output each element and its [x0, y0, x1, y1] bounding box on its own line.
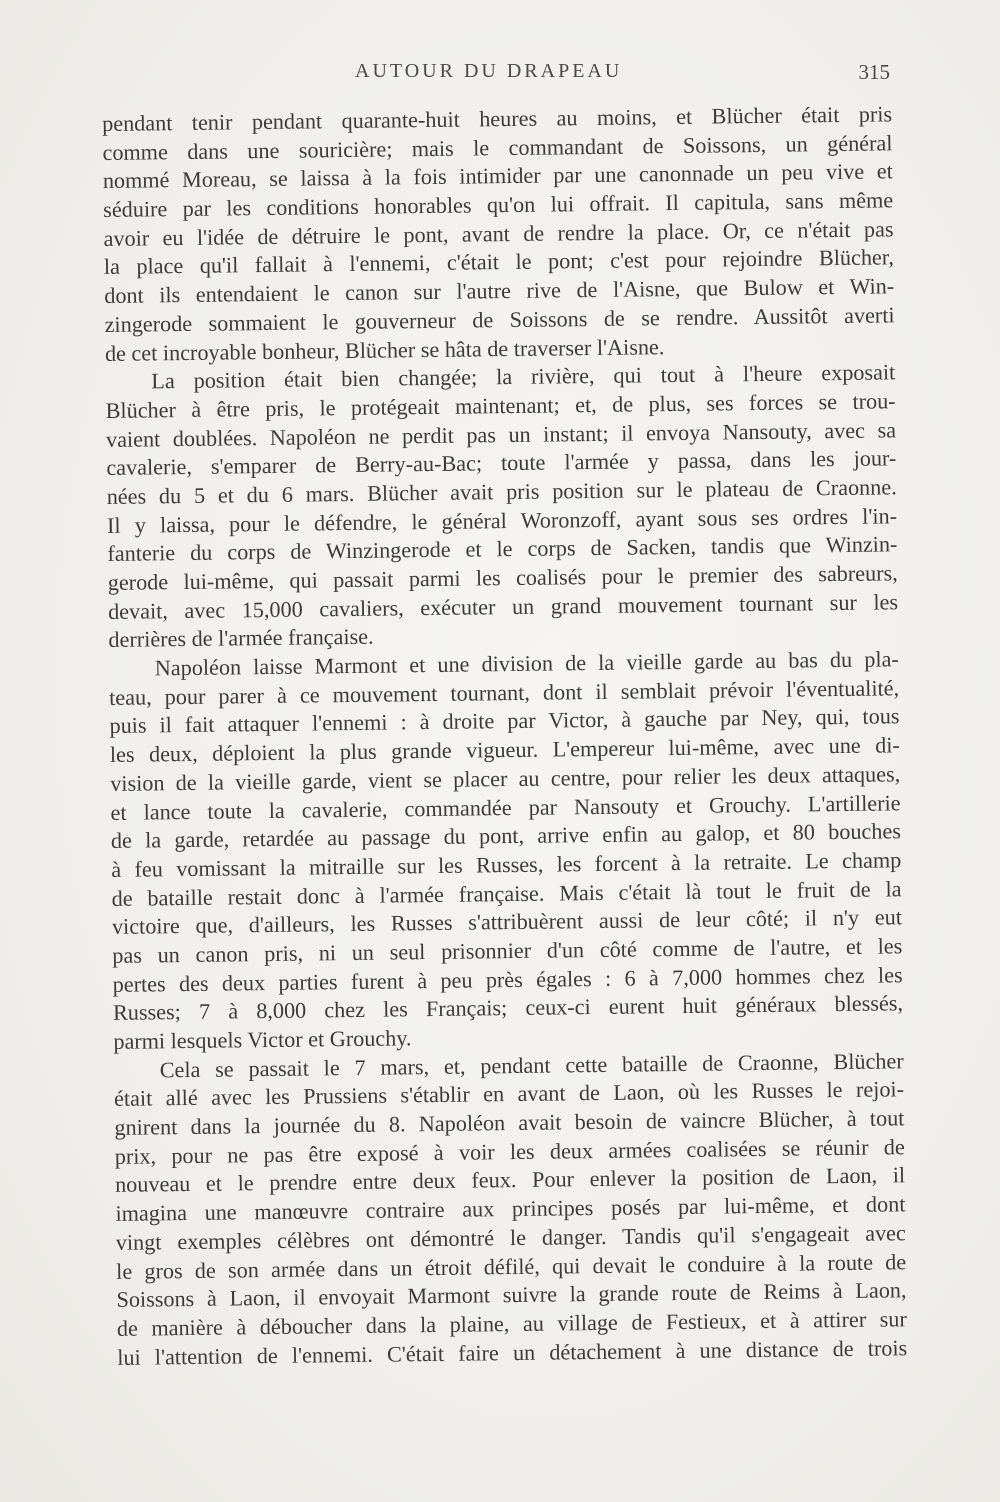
text-line: vaient doublées. Napoléon ne perdit pas un instant; il envoya Nansouty, avec sa	[105, 416, 897, 452]
text-line: pertes des deux parties furent à peu près égales : 6 à 7,000 hommes chez les	[112, 961, 903, 997]
text-line: devait, avec 15,000 cavaliers, exécuter un grand mouvement tournant sur les	[107, 588, 899, 624]
text-line: gnirent dans la journée du 8. Napoléon avait besoin de vaincre Blücher, à tout	[114, 1105, 905, 1140]
text-line: zingerode sommaient le gouverneur de Soissons de se rendre. Aussitôt averti	[104, 302, 895, 337]
text-line: puis il fait attaquer l'ennemi : à droite par Victor, à gauche par Ney, qui, tous	[109, 703, 900, 739]
text-line: pendant tenir pendant quarante-huit heures au moins, et Blücher était pris	[102, 101, 893, 136]
text-line: nées du 5 et du 6 mars. Blücher avait pris position sur le plateau de Craonne.	[106, 474, 897, 509]
text-line: et lance toute la cavalerie, commandée par Nansouty et Grouchy. L'artillerie	[110, 789, 901, 825]
paragraph-first-line: Napoléon laisse Marmont et une division de la vieille garde au bas du pla-	[154, 646, 899, 681]
body-text	[102, 100, 908, 1370]
text-line: les deux, déploient la plus grande vigueur. L'empereur lui-même, avec une di-	[109, 732, 900, 768]
text-line: nouveau et le prendre entre deux feux. Pour enlever la position de Laon, il	[114, 1162, 906, 1198]
text-line: de manière à déboucher dans la plaine, au village de Festieux, et à attirer sur	[116, 1306, 907, 1341]
text-line: nommé Moreau, se laissa à la fois intimider par une canonnade un peu vive et	[102, 158, 893, 194]
text-line: Il y laissa, pour le défendre, le général Woronzoff, ayant sous ses ordres l'in-	[106, 502, 898, 538]
text-line: à feu vomissant la mitraille sur les Russes, les forcent à la retraite. Le champ	[111, 847, 902, 882]
running-head	[100, 60, 890, 92]
text-line: avoir eu l'idée de détruire le pont, avant de rendre la place. Or, ce n'était pas	[103, 216, 894, 251]
paragraph-first-line: La position était bien changée; la rivière, qui tout à l'heure exposait	[151, 359, 896, 394]
text-line: dont ils entendaient le canon sur l'autre rive de l'Aisne, que Bulow et Win-	[104, 273, 895, 309]
text-line: pas un canon pris, ni un seul prisonnier d'un côté comme de l'autre, et les	[112, 933, 903, 968]
running-title: AUTOUR DU DRAPEAU	[355, 60, 623, 82]
text-line: la place qu'il fallait à l'ennemi, c'était le pont; c'est pour rejoindre Blücher,	[103, 244, 895, 280]
text-line: imagina une manœuvre contraire aux principes posés par lui-même, et dont	[115, 1191, 906, 1227]
text-line: vision de la vieille garde, vient se placer au centre, pour relier les deux attaques,	[110, 761, 901, 796]
page-number: 315	[858, 60, 890, 84]
text-line: gerode lui-même, qui passait parmi les coalisés pour le premier des sabreurs,	[107, 560, 898, 595]
text-line: comme dans une souricière; mais le commandant de Soissons, un général	[102, 130, 893, 165]
text-line: vingt exemples célèbres ont démontré le danger. Tandis qu'il s'engageait avec	[115, 1220, 906, 1255]
text-line: cavalerie, s'emparer de Berry-au-Bac; toute l'armée y passa, dans les jour-	[106, 445, 897, 481]
text-line: de cet incroyable bonheur, Blücher se hâta de traverser l'Aisne.	[104, 333, 665, 366]
text-line: derrières de l'armée française.	[108, 624, 374, 653]
text-line: était allé avec les Prussiens s'établir en avant de Laon, où les Russes le rejoi-	[113, 1076, 905, 1112]
text-line: le gros de son armée dans un étroit défilé, qui devait le conduire à la route de	[116, 1248, 907, 1284]
text-line: fanterie du corps de Winzingerode et le corps de Sacken, tandis que Winzin-	[107, 531, 898, 567]
text-line: teau, pour parer à ce mouvement tournant, dont il semblait prévoir l'éventualité,	[109, 675, 900, 710]
text-line: parmi lesquels Victor et Grouchy.	[113, 1025, 412, 1054]
text-line: lui l'attention de l'ennemi. C'était faire un détachement à une distance de trois	[117, 1334, 908, 1370]
paragraph-first-line: Cela se passait le 7 mars, et, pendant cette bataille de Craonne, Blücher	[159, 1047, 904, 1083]
text-line: Blücher à être pris, le protégeait maintenant; et, de plus, ses forces se trou-	[105, 388, 896, 423]
text-line: prix, pour ne pas être exposé à voir les deux armées coalisées se réunir de	[114, 1134, 905, 1169]
text-line: de bataille restait donc à l'armée française. Mais c'était là tout le fruit de la	[111, 875, 902, 911]
text-line: Soissons à Laon, il envoyait Marmont suivre la grande route de Reims à Laon,	[116, 1277, 907, 1313]
text-line: séduire par les conditions honorables qu'on lui offrait. Il capitula, sans même	[103, 187, 894, 223]
text-line: victoire que, d'ailleurs, les Russes s'attribuèrent aussi de leur côté; il n'y eut	[111, 904, 903, 940]
text-line: Russes; 7 à 8,000 chez les Français; ceux-ci eurent huit généraux blessés,	[112, 990, 904, 1026]
text-line: de la garde, retardée au passage du pont, arrive enfin au galop, et 80 bouches	[110, 818, 902, 854]
